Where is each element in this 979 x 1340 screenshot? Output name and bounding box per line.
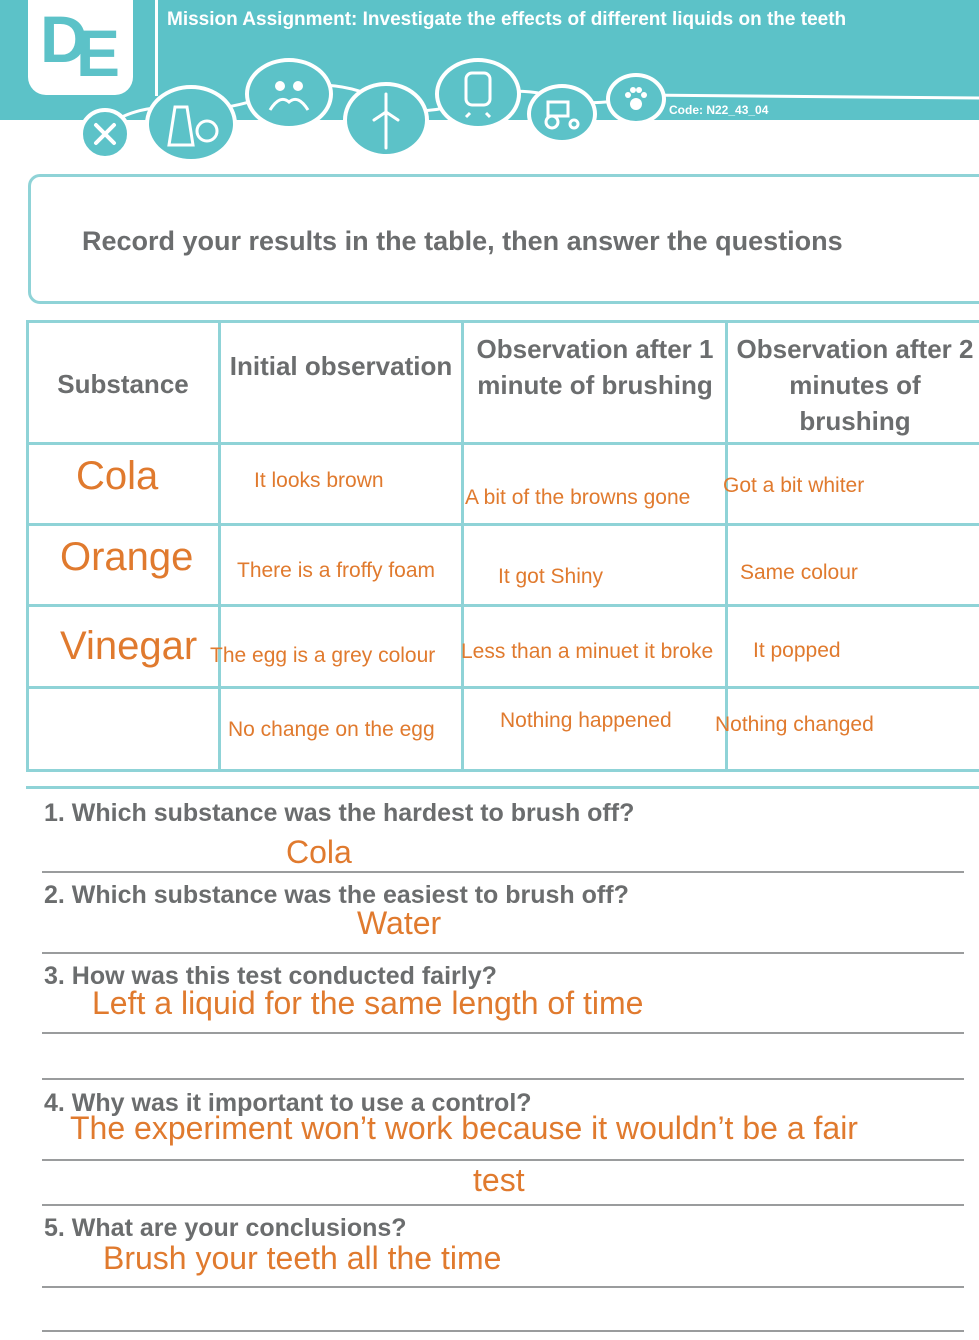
table-column-divider bbox=[218, 320, 221, 772]
header-after-1-minute: Observation after 1 minute of brushing bbox=[476, 334, 714, 400]
answer-line bbox=[42, 952, 964, 954]
answer-5: Brush your teeth all the time bbox=[103, 1240, 502, 1276]
cell-after-1-minute: A bit of the browns gone bbox=[465, 486, 691, 509]
answer-1: Cola bbox=[286, 834, 352, 870]
logo-letter-e: E bbox=[76, 16, 121, 90]
mission-title: Mission Assignment: Investigate the effects of different liquids on the teeth bbox=[167, 9, 847, 30]
table-row-divider bbox=[26, 686, 979, 689]
header-after-2-minutes: Observation after 2 minutes of brushing bbox=[736, 334, 974, 436]
substance-vinegar: Vinegar bbox=[60, 624, 198, 668]
question-1: 1. Which substance was the hardest to brush off? bbox=[44, 799, 635, 827]
train-icon bbox=[435, 58, 521, 130]
question-2: 2. Which substance was the easiest to brush off? bbox=[44, 881, 629, 909]
mission-code: Code: N22_43_04 bbox=[669, 103, 769, 117]
answer-2: Water bbox=[357, 905, 442, 941]
cell-after-2-minutes: Same colour bbox=[740, 561, 858, 584]
answer-line bbox=[42, 871, 964, 873]
people-icon bbox=[245, 58, 333, 130]
instruction-text: Record your results in the table, then answer the questions bbox=[82, 226, 843, 256]
header-substance: Substance bbox=[57, 369, 189, 399]
answer-4: The experiment won’t work because it wouldn’t be a fair bbox=[70, 1110, 858, 1146]
answer-line bbox=[42, 1159, 964, 1161]
answer-line bbox=[42, 1286, 964, 1288]
table-column-divider bbox=[461, 320, 464, 772]
table-row-divider bbox=[26, 523, 979, 526]
answer-line bbox=[42, 1204, 964, 1206]
wind-turbine-icon bbox=[343, 82, 429, 158]
cell-initial: There is a froffy foam bbox=[237, 559, 436, 582]
answer-line bbox=[42, 1078, 964, 1080]
cell-after-1-minute: It got Shiny bbox=[498, 565, 604, 588]
answer-line bbox=[42, 1032, 964, 1034]
substance-orange: Orange bbox=[60, 535, 194, 579]
questions-top-border bbox=[26, 786, 979, 789]
tractor-icon bbox=[527, 84, 597, 144]
cell-initial: It looks brown bbox=[254, 469, 384, 492]
question-4: 4. Why was it important to use a control? bbox=[44, 1089, 532, 1117]
cell-initial: No change on the egg bbox=[228, 718, 435, 741]
table-row-divider bbox=[26, 604, 979, 607]
cell-after-2-minutes: It popped bbox=[753, 639, 841, 662]
cell-after-1-minute: Less than a minuet it broke bbox=[461, 640, 714, 663]
cell-after-2-minutes: Nothing changed bbox=[715, 713, 874, 736]
cell-initial: The egg is a grey colour bbox=[210, 644, 436, 667]
substance-cola: Cola bbox=[76, 454, 159, 498]
question-3: 3. How was this test conducted fairly? bbox=[44, 962, 497, 990]
lab-icon bbox=[145, 85, 237, 163]
table-row-divider bbox=[26, 442, 979, 445]
answer-3: Left a liquid for the same length of time bbox=[92, 985, 644, 1021]
cell-after-1-minute: Nothing happened bbox=[500, 709, 672, 732]
tools-icon bbox=[79, 108, 131, 160]
answer-4-continued: test bbox=[473, 1162, 525, 1198]
paw-icon bbox=[606, 73, 666, 125]
answer-line bbox=[42, 1330, 964, 1332]
table-column-divider bbox=[725, 320, 728, 772]
cell-after-2-minutes: Got a bit whiter bbox=[723, 474, 865, 497]
header-initial-observation: Initial observation bbox=[229, 351, 453, 381]
question-5: 5. What are your conclusions? bbox=[44, 1214, 407, 1242]
logo-letter-d: D bbox=[40, 2, 88, 76]
